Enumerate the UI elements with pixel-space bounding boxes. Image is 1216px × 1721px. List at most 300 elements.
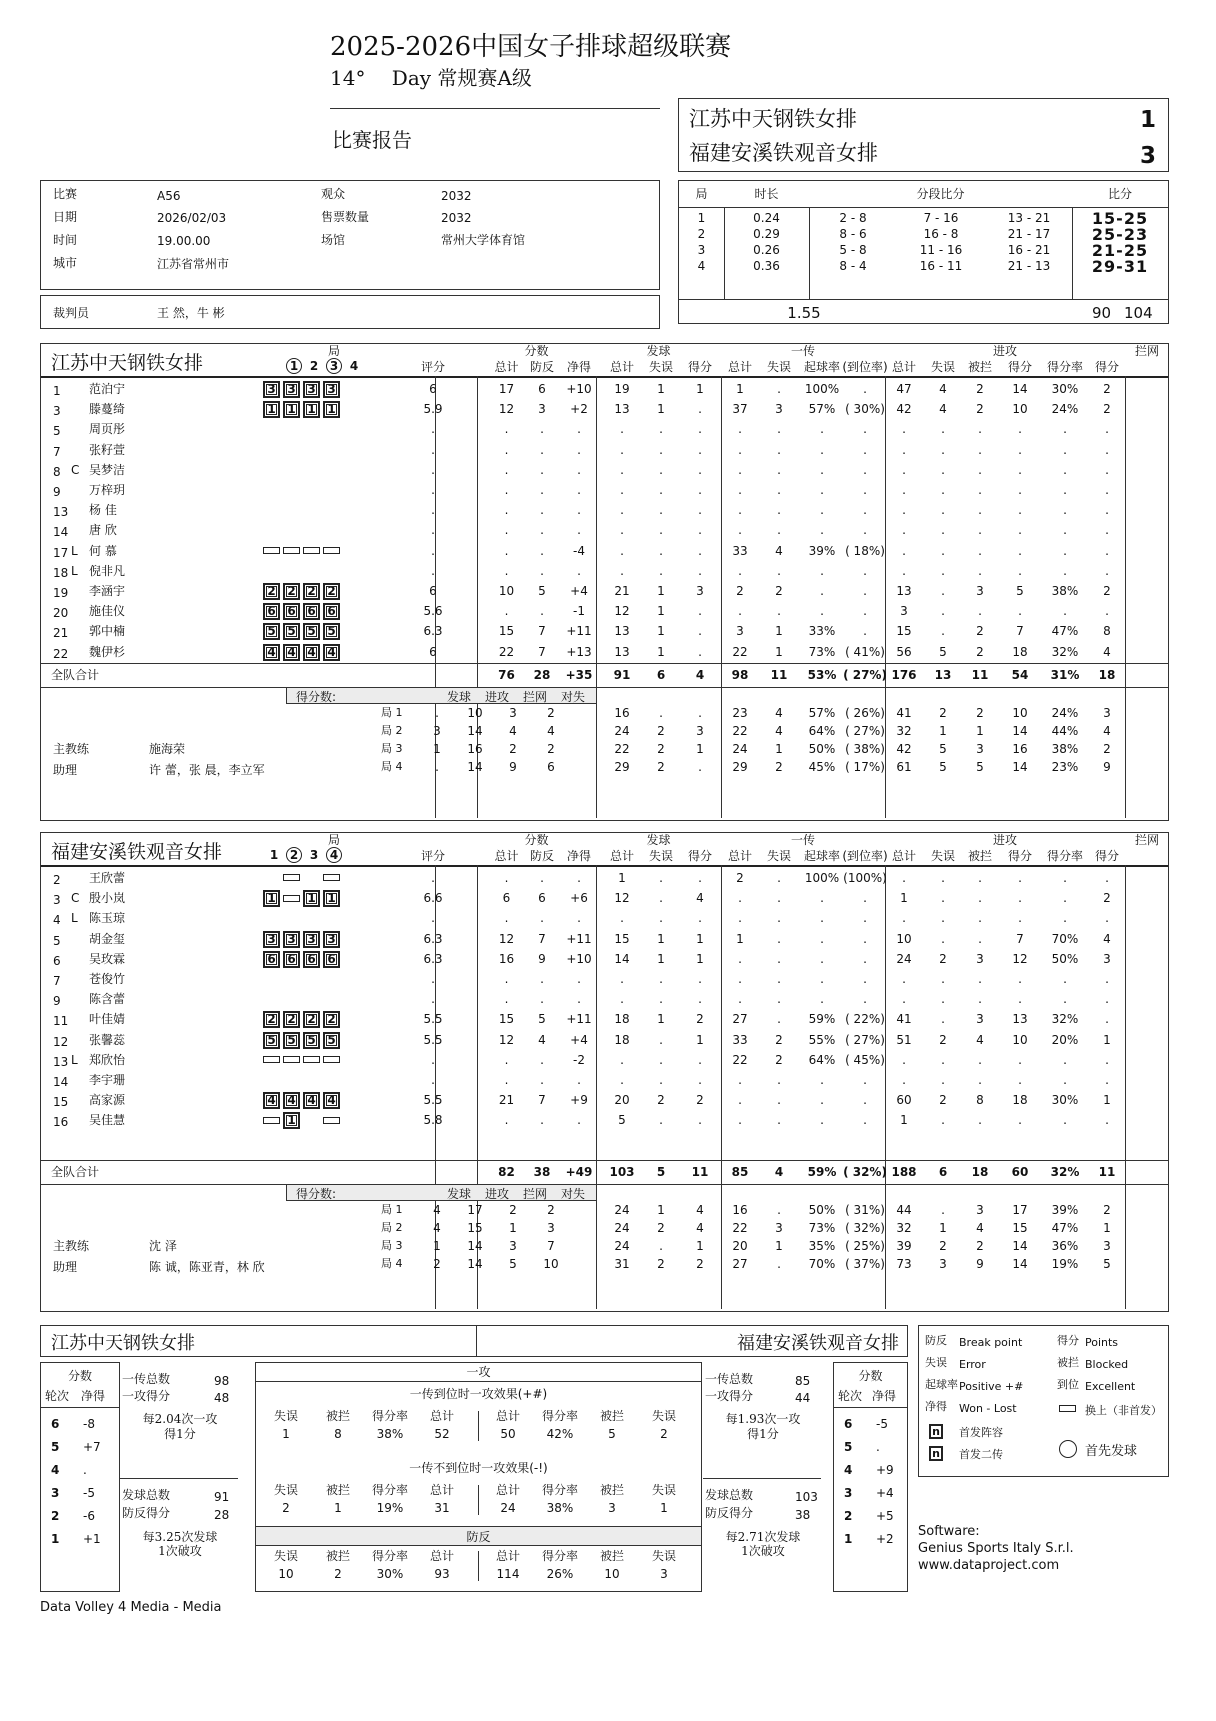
- set-stat-value: 2: [657, 1221, 665, 1235]
- set-partial-1: 8 - 6: [839, 227, 867, 241]
- stat-value: 42: [896, 402, 912, 417]
- stat-value: .: [540, 871, 544, 885]
- stat-value: .: [1105, 1052, 1109, 1067]
- set-stat-value: ( 38%): [845, 742, 885, 756]
- stat-value: .: [978, 972, 982, 986]
- stat-value: .: [820, 972, 824, 986]
- starting-position-mark: 2: [283, 1011, 300, 1028]
- score-by-value: 3: [433, 724, 441, 738]
- stat-value: .: [1018, 992, 1022, 1007]
- score-by-col: 进攻: [484, 1187, 509, 1201]
- stat-value: .: [738, 992, 742, 1007]
- set-partial-2: 16 - 11: [919, 259, 963, 273]
- stat-value: .: [941, 442, 945, 457]
- header-sets: 局: [328, 344, 341, 358]
- stat-value: .: [431, 1073, 435, 1087]
- player-name: 万梓玥: [89, 483, 126, 497]
- score-by-value: 2: [547, 1203, 555, 1217]
- set-stat-value: 29: [732, 760, 748, 774]
- stat-value: .: [863, 1113, 867, 1128]
- stat-value: .: [902, 1052, 906, 1067]
- col-header: 失误: [930, 360, 955, 374]
- first-attack-box: [255, 1362, 702, 1592]
- stat-value: 7: [538, 624, 546, 639]
- stat-value: 1: [657, 644, 665, 659]
- home-rotation-box: [40, 1362, 120, 1592]
- attack-col-header: 被拦: [599, 1549, 624, 1563]
- col-header: 净得: [566, 360, 591, 374]
- col-header: (到位率): [842, 360, 888, 374]
- home-rot-col-rotation: 轮次: [45, 1389, 70, 1403]
- set-label: 局 3: [381, 742, 403, 755]
- coach-name: 施海荣: [149, 742, 186, 756]
- away-ratio2: 每2.71次发球: [725, 1530, 801, 1544]
- stat-value: .: [941, 422, 945, 437]
- stat-value: .: [820, 604, 824, 619]
- stat-value: 1: [657, 931, 665, 946]
- set-number: 1: [697, 211, 706, 225]
- stat-value: 60: [896, 1093, 912, 1108]
- stat-value: 4: [696, 891, 704, 906]
- sets-table: [678, 180, 1169, 324]
- set-partial-2: 7 - 16: [923, 211, 959, 225]
- attack-divider: [478, 1485, 479, 1515]
- rotation-number: 1: [51, 1532, 60, 1546]
- audience-value: 2032: [441, 189, 472, 203]
- stat-value: .: [504, 422, 509, 437]
- set-stat-value: 4: [696, 1221, 704, 1235]
- rotation-net: +7: [83, 1440, 101, 1454]
- col-header: 总计: [727, 360, 752, 374]
- starting-position-mark: 6: [263, 603, 280, 620]
- stat-value: 100%: [804, 382, 840, 396]
- rotation-number: 1: [844, 1532, 853, 1546]
- player-name: 唐 欣: [89, 523, 117, 538]
- stat-value: 27: [732, 1012, 748, 1027]
- set-duration: 0.29: [753, 227, 780, 241]
- player-number: 14: [53, 525, 69, 540]
- set-stat-value: 19%: [1051, 1257, 1079, 1271]
- player-number: 15: [53, 1095, 69, 1110]
- legend-value: 首先发球: [1085, 1444, 1138, 1459]
- stat-value: .: [620, 523, 624, 538]
- set-marks: [266, 847, 346, 863]
- stat-value: .: [1018, 871, 1022, 885]
- legend-key: 防反: [925, 1334, 947, 1347]
- col-header: 总计: [609, 849, 634, 863]
- stat-value: .: [902, 462, 906, 477]
- stat-value: .: [540, 442, 544, 457]
- stat-value: .: [1018, 563, 1022, 578]
- stat-value: .: [620, 972, 624, 986]
- total-home-points: 90: [1092, 304, 1112, 322]
- stat-value: .: [577, 1113, 581, 1128]
- stat-value: 22: [498, 644, 515, 659]
- legend-value: Excellent: [1085, 1380, 1136, 1393]
- score-by-value: 14: [467, 760, 483, 774]
- stat-value: 4: [538, 1032, 546, 1047]
- set-stat-value: 24: [614, 1239, 630, 1253]
- set-stat-value: 1: [696, 742, 704, 756]
- home-ratio1: 每2.04次一攻: [142, 1412, 218, 1426]
- stat-value: 22: [732, 1052, 748, 1067]
- set-stat-value: 23%: [1051, 760, 1079, 774]
- stat-value: .: [777, 422, 781, 437]
- set-stat-value: .: [659, 706, 663, 720]
- set-stat-value: 1: [1103, 1221, 1111, 1235]
- attack-value: 114: [496, 1567, 520, 1581]
- stat-value: +4: [570, 584, 588, 598]
- stat-value: 57%: [808, 402, 836, 417]
- col-header-rating: 评分: [420, 360, 445, 374]
- stat-value: .: [1105, 422, 1109, 437]
- starting-position-mark: 1: [323, 401, 340, 418]
- player-number: 17: [53, 545, 69, 560]
- stat-value: 2: [1103, 382, 1111, 396]
- set-stat-value: 16: [1012, 742, 1028, 756]
- header-block: 拦网: [1134, 833, 1159, 847]
- empty-mark: [303, 874, 320, 881]
- set-stat-value: 2: [939, 1239, 947, 1253]
- set-stat-value: ( 25%): [845, 1239, 885, 1253]
- stat-value: 8: [1103, 624, 1111, 639]
- col-header: 失误: [766, 849, 791, 863]
- col-header: 失误: [766, 360, 791, 374]
- stat-value: 6.3: [423, 931, 443, 946]
- player-sets: [263, 603, 343, 620]
- stat-value: .: [1105, 1012, 1109, 1027]
- col-header: 失误: [648, 360, 673, 374]
- player-number: 9: [53, 485, 61, 499]
- set-partial-1: 5 - 8: [839, 243, 867, 257]
- starting-position-mark: 5: [303, 623, 320, 640]
- total-top-line: [41, 1160, 1168, 1161]
- stat-value: 38%: [1051, 584, 1079, 598]
- header-sets: 局: [328, 833, 341, 847]
- set-stat-value: 29: [614, 760, 630, 774]
- player-name: 郭中楠: [89, 624, 126, 639]
- set-stat-value: 16: [732, 1203, 748, 1217]
- substitute-mark: [323, 874, 340, 881]
- set-label: 局 3: [381, 1239, 403, 1252]
- attack-col-header: 被拦: [599, 1409, 624, 1423]
- stat-value: 39%: [808, 543, 836, 558]
- header-serve: 发球: [646, 344, 671, 358]
- footer-text: Data Volley 4 Media - Media: [40, 1600, 222, 1615]
- stat-value: .: [698, 563, 702, 578]
- attack-col-header: 得分率: [371, 1409, 408, 1423]
- stat-value: 2: [696, 1093, 704, 1108]
- attack-col-header: 总计: [429, 1483, 454, 1497]
- attack-value: 93: [434, 1567, 450, 1581]
- away-ratio1: 每1.93次一攻: [725, 1412, 801, 1426]
- stat-value: 6.3: [423, 951, 443, 966]
- stat-value: .: [978, 503, 982, 518]
- stat-value: 19: [614, 382, 630, 396]
- total-value: 31%: [1050, 668, 1080, 682]
- stat-value: .: [620, 1052, 624, 1067]
- attack-col-header: 失误: [273, 1483, 298, 1497]
- player-role: L: [71, 543, 78, 558]
- set-stat-value: ( 17%): [845, 760, 885, 774]
- stat-value: 3: [976, 1012, 984, 1027]
- set-stat-value: ( 31%): [845, 1203, 885, 1217]
- set-label: 局 4: [381, 1257, 403, 1270]
- attack-col-header: 被拦: [325, 1483, 350, 1497]
- home-ratio1b: 得1分: [164, 1427, 196, 1441]
- stat-value: .: [620, 483, 624, 497]
- stat-value: 4: [939, 402, 947, 417]
- stat-value: .: [577, 1073, 581, 1087]
- stat-value: .: [431, 442, 435, 457]
- score-by-col: 发球: [446, 690, 471, 704]
- stat-value: 16: [498, 951, 515, 966]
- software-url: www.dataproject.com: [918, 1558, 1060, 1573]
- player-sets: [263, 543, 343, 558]
- set-stat-value: .: [777, 1203, 781, 1217]
- stat-value: 1: [657, 382, 665, 396]
- stat-value: .: [659, 462, 663, 477]
- home-ratio2b: 1次破攻: [158, 1544, 202, 1558]
- stat-value: 5: [1016, 584, 1024, 598]
- col-header: 被拦: [967, 360, 992, 374]
- player-role: C: [71, 891, 80, 906]
- player-number: 18: [53, 565, 69, 580]
- col-header-rating: 评分: [420, 849, 445, 863]
- set-stat-value: 15: [1012, 1221, 1028, 1235]
- player-name: 郑欣怡: [89, 1052, 126, 1067]
- stat-value: .: [820, 483, 824, 497]
- stat-value: .: [978, 442, 982, 457]
- stat-value: .: [863, 584, 867, 598]
- set-duration: 0.24: [753, 211, 780, 225]
- score-by-col: 进攻: [484, 690, 509, 704]
- stat-value: 2: [939, 951, 947, 966]
- stat-value: 5.5: [423, 1032, 443, 1047]
- set-stat-value: 50%: [808, 742, 836, 756]
- starting-position-mark: 1: [303, 401, 320, 418]
- total-value: 13: [934, 668, 952, 682]
- stat-value: .: [431, 871, 435, 885]
- stat-value: 33: [732, 543, 748, 558]
- stat-value: .: [659, 503, 663, 518]
- team-name: 江苏中天钢铁女排: [51, 352, 204, 374]
- summary-team-bar: [40, 1325, 908, 1357]
- stat-value: .: [504, 523, 509, 538]
- set-stat-value: .: [777, 1257, 781, 1271]
- total-label: 全队合计: [51, 1165, 100, 1179]
- rotation-number: 5: [844, 1440, 853, 1454]
- stat-value: 70%: [1051, 931, 1079, 946]
- assistant-label: 助理: [53, 763, 78, 777]
- player-number: 8: [53, 464, 61, 479]
- stat-value: .: [504, 1073, 509, 1087]
- stat-value: .: [1018, 972, 1022, 986]
- set-stat-value: 39%: [1051, 1203, 1079, 1217]
- referee-box: [40, 295, 660, 329]
- player-number: 11: [53, 1014, 69, 1029]
- legend-key: 被拦: [1057, 1356, 1079, 1369]
- set-partial-3: 21 - 13: [1007, 259, 1051, 273]
- set-number: 3: [697, 243, 706, 257]
- player-number: 20: [53, 606, 69, 621]
- home-srv-total: 91: [214, 1490, 230, 1504]
- set-label: 局 2: [381, 724, 403, 737]
- stat-value: .: [777, 1093, 781, 1108]
- total-value: 6: [938, 1165, 948, 1179]
- stat-value: .: [1063, 871, 1067, 885]
- total-value: ( 32%): [843, 1165, 887, 1179]
- summary-away-name: 福建安溪铁观音女排: [737, 1333, 899, 1354]
- stat-value: .: [659, 442, 663, 457]
- stat-value: +10: [566, 382, 592, 396]
- stat-value: .: [738, 951, 742, 966]
- stat-value: 6: [502, 891, 511, 906]
- stat-value: -2: [573, 1052, 585, 1067]
- set-stat-value: 24: [614, 1203, 630, 1217]
- set-stat-value: 32: [896, 1221, 912, 1235]
- attack-col-header: 得分率: [541, 1549, 578, 1563]
- set-stat-value: 2: [775, 760, 783, 774]
- total-value: 11: [770, 668, 788, 682]
- stat-value: .: [698, 402, 702, 417]
- stat-value: 2: [775, 1052, 783, 1067]
- set-stat-value: 2: [1103, 742, 1111, 756]
- stat-value: .: [698, 1073, 702, 1087]
- stat-value: .: [863, 911, 867, 926]
- score-by-value: 3: [547, 1221, 555, 1235]
- stat-value: .: [504, 972, 509, 986]
- stat-value: .: [777, 891, 781, 906]
- stat-value: 22: [732, 644, 748, 659]
- total-value: +49: [565, 1165, 593, 1179]
- attack-value: 5: [608, 1427, 616, 1441]
- rotation-number: 6: [51, 1417, 60, 1431]
- player-name: 吴梦洁: [89, 462, 126, 477]
- stat-value: 12: [498, 1032, 515, 1047]
- stat-value: .: [777, 563, 781, 578]
- stat-value: .: [820, 442, 824, 457]
- stat-value: 15: [498, 624, 515, 639]
- stat-value: 2: [775, 1032, 783, 1047]
- stat-value: .: [504, 871, 509, 885]
- stat-value: .: [620, 442, 624, 457]
- player-number: 16: [53, 1115, 69, 1130]
- stat-value: .: [820, 951, 824, 966]
- stat-value: .: [820, 503, 824, 518]
- legend-value: 首发阵容: [959, 1426, 1003, 1439]
- match-info-box: [40, 180, 660, 290]
- player-sets: [263, 1032, 343, 1049]
- player-sets: [263, 1011, 343, 1028]
- home-ratio2: 每3.25次发球: [142, 1530, 218, 1544]
- stat-value: .: [504, 462, 509, 477]
- rotation-number: 4: [51, 1463, 60, 1477]
- col-header: 总计: [609, 360, 634, 374]
- stat-value: .: [777, 604, 781, 619]
- set-stat-value: 70%: [808, 1257, 836, 1271]
- stat-value: .: [1063, 911, 1067, 926]
- stat-value: .: [1105, 563, 1109, 578]
- set-stat-value: 14: [1012, 1257, 1028, 1271]
- total-value: 18: [1098, 668, 1116, 682]
- player-number: 14: [53, 1075, 69, 1089]
- stat-value: .: [1063, 604, 1067, 619]
- stat-value: 3: [775, 402, 783, 417]
- stat-value: .: [738, 972, 742, 986]
- stat-value: +9: [570, 1093, 588, 1108]
- stat-value: .: [1018, 1052, 1022, 1067]
- total-top-line: [41, 663, 1168, 664]
- stat-value: .: [941, 972, 945, 986]
- stat-value: .: [902, 563, 906, 578]
- stat-value: 24: [896, 951, 912, 966]
- set-stat-value: 4: [775, 706, 783, 720]
- attack-col-header: 总计: [429, 1549, 454, 1563]
- stat-value: 5.5: [423, 1012, 443, 1027]
- starting-position-mark: 3: [283, 931, 300, 948]
- stat-value: .: [1105, 1113, 1109, 1128]
- set-stat-value: 17: [1012, 1203, 1028, 1217]
- stat-value: .: [659, 972, 663, 986]
- stat-value: 7: [1016, 931, 1024, 946]
- home-att-pts: 48: [214, 1391, 230, 1405]
- set-stat-value: 4: [1103, 724, 1111, 738]
- stat-value: .: [902, 422, 906, 437]
- set-stat-value: 44: [896, 1203, 912, 1217]
- stat-value: 73%: [808, 644, 836, 659]
- set-stat-value: 64%: [808, 724, 836, 738]
- set-stat-value: 2: [976, 706, 984, 720]
- stat-value: .: [941, 992, 945, 1007]
- set-stat-value: 57%: [808, 706, 836, 720]
- stat-value: 13: [614, 402, 630, 417]
- score-by-label: 得分数:: [296, 1187, 337, 1201]
- starting-position-mark: 3: [283, 381, 300, 398]
- stat-value: 7: [538, 931, 546, 946]
- stat-value: 15: [614, 931, 630, 946]
- attack-value: 2: [282, 1501, 290, 1515]
- match-label: 比赛: [53, 187, 78, 201]
- substitute-mark: [303, 1056, 320, 1063]
- set-stat-value: 5: [1103, 1257, 1111, 1271]
- stat-value: .: [504, 604, 509, 619]
- stat-value: .: [941, 1113, 945, 1128]
- stat-value: 32%: [1051, 644, 1079, 659]
- stat-value: 20: [614, 1093, 630, 1108]
- col-header: 得分率: [1046, 849, 1083, 863]
- col-header: 总计: [891, 849, 916, 863]
- stat-value: .: [540, 483, 544, 497]
- total-duration: 1.55: [787, 304, 821, 322]
- col-header: 得分: [687, 849, 712, 863]
- stat-value: .: [863, 1073, 867, 1087]
- stat-value: 4: [939, 382, 947, 396]
- stat-value: .: [941, 871, 945, 885]
- stat-value: .: [978, 543, 982, 558]
- stat-value: .: [777, 442, 781, 457]
- stat-value: .: [941, 543, 945, 558]
- set-stat-value: 24: [732, 742, 748, 756]
- starting-position-mark: 2: [283, 583, 300, 600]
- stat-value: .: [978, 911, 982, 926]
- stat-value: 2: [775, 584, 783, 598]
- stat-value: 1: [696, 931, 704, 946]
- stat-value: .: [777, 483, 781, 497]
- stat-value: .: [540, 523, 544, 538]
- score-by-value: 15: [467, 1221, 483, 1235]
- set-label: 局 4: [381, 760, 403, 773]
